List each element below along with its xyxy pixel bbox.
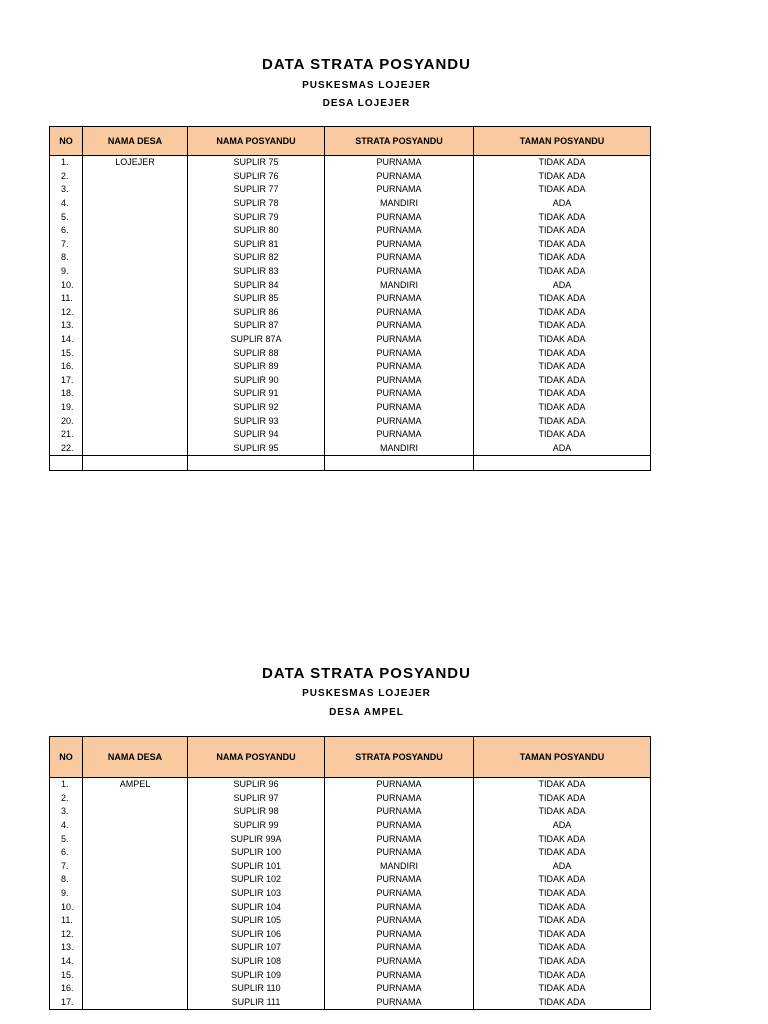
cell-taman: TIDAK ADA [474, 805, 651, 819]
cell-nama-desa [83, 292, 188, 306]
cell-taman: TIDAK ADA [474, 846, 651, 860]
table-row [50, 805, 651, 819]
table-body [50, 156, 651, 471]
cell-strata: PURNAMA [325, 900, 474, 914]
cell-nama-desa [83, 819, 188, 833]
cell-taman: TIDAK ADA [474, 360, 651, 374]
table-body [50, 778, 651, 1010]
cell-taman: TIDAK ADA [474, 887, 651, 901]
cell-strata: PURNAMA [325, 401, 474, 415]
header-nama-desa: NAMA DESA [83, 737, 188, 778]
cell-no: 6. [50, 846, 83, 860]
cell-nama-posyandu: SUPLIR 78 [188, 197, 325, 211]
cell-taman: TIDAK ADA [474, 955, 651, 969]
cell-taman: TIDAK ADA [474, 832, 651, 846]
posyandu-table [49, 126, 651, 471]
cell-no: 12. [50, 306, 83, 320]
header-nama-posyandu: NAMA POSYANDU [188, 737, 325, 778]
cell-strata: PURNAMA [325, 805, 474, 819]
header-strata: STRATA POSYANDU [325, 737, 474, 778]
cell-taman: TIDAK ADA [474, 156, 651, 170]
cell-strata: PURNAMA [325, 414, 474, 428]
table-row [50, 360, 651, 374]
cell-no: 1. [50, 778, 83, 792]
header-no: NO [50, 127, 83, 156]
cell-taman: TIDAK ADA [474, 941, 651, 955]
cell-strata: MANDIRI [325, 441, 474, 455]
cell-taman: TIDAK ADA [474, 996, 651, 1010]
table-row [50, 887, 651, 901]
cell-nama-posyandu: SUPLIR 101 [188, 860, 325, 874]
cell-nama-posyandu: SUPLIR 82 [188, 251, 325, 265]
cell-nama-desa [83, 251, 188, 265]
cell-strata: PURNAMA [325, 170, 474, 184]
cell-no: 4. [50, 197, 83, 211]
cell-no: 10. [50, 278, 83, 292]
cell-nama-posyandu: SUPLIR 81 [188, 238, 325, 252]
cell-taman: TIDAK ADA [474, 982, 651, 996]
cell-strata: PURNAMA [325, 819, 474, 833]
cell-strata: PURNAMA [325, 428, 474, 442]
puskesmas-subtitle: PUSKESMAS LOJEJER [302, 688, 431, 699]
header-strata: STRATA POSYANDU [325, 127, 474, 156]
cell-nama-posyandu: SUPLIR 89 [188, 360, 325, 374]
table-row [50, 778, 651, 792]
cell-nama-desa [83, 846, 188, 860]
cell-taman: TIDAK ADA [474, 319, 651, 333]
cell-nama-posyandu: SUPLIR 98 [188, 805, 325, 819]
table-header-row [50, 737, 651, 778]
cell-no: 20. [50, 414, 83, 428]
cell-nama-desa [83, 456, 188, 471]
cell-no: 14. [50, 333, 83, 347]
cell-taman: TIDAK ADA [474, 928, 651, 942]
cell-taman: ADA [474, 860, 651, 874]
table-row [50, 941, 651, 955]
cell-strata: PURNAMA [325, 778, 474, 792]
cell-strata: PURNAMA [325, 792, 474, 806]
cell-taman: TIDAK ADA [474, 387, 651, 401]
cell-strata: PURNAMA [325, 941, 474, 955]
cell-strata: PURNAMA [325, 156, 474, 170]
table-row [50, 238, 651, 252]
cell-nama-desa [83, 832, 188, 846]
cell-strata: PURNAMA [325, 333, 474, 347]
table-row [50, 441, 651, 455]
cell-taman: TIDAK ADA [474, 251, 651, 265]
cell-nama-posyandu: SUPLIR 107 [188, 941, 325, 955]
cell-nama-desa [83, 441, 188, 455]
cell-nama-posyandu: SUPLIR 90 [188, 374, 325, 388]
cell-no: 17. [50, 996, 83, 1010]
table-row [50, 374, 651, 388]
table-row [50, 982, 651, 996]
header-nama-posyandu: NAMA POSYANDU [188, 127, 325, 156]
cell-nama-desa: AMPEL [83, 778, 188, 792]
cell-taman: TIDAK ADA [474, 968, 651, 982]
table-row [50, 183, 651, 197]
cell-nama-posyandu: SUPLIR 111 [188, 996, 325, 1010]
cell-no: 16. [50, 360, 83, 374]
cell-taman: TIDAK ADA [474, 210, 651, 224]
cell-nama-posyandu: SUPLIR 83 [188, 265, 325, 279]
cell-nama-desa [83, 955, 188, 969]
cell-no: 5. [50, 832, 83, 846]
table-row [50, 346, 651, 360]
cell-nama-desa [83, 914, 188, 928]
cell-no: 7. [50, 860, 83, 874]
cell-nama-desa [83, 278, 188, 292]
cell-nama-desa [83, 346, 188, 360]
cell-nama-posyandu: SUPLIR 94 [188, 428, 325, 442]
header-taman: TAMAN POSYANDU [474, 737, 651, 778]
table-row [50, 319, 651, 333]
cell-nama-posyandu: SUPLIR 108 [188, 955, 325, 969]
cell-nama-posyandu: SUPLIR 84 [188, 278, 325, 292]
cell-nama-posyandu: SUPLIR 75 [188, 156, 325, 170]
cell-nama-posyandu: SUPLIR 104 [188, 900, 325, 914]
cell-no: 17. [50, 374, 83, 388]
cell-no: 15. [50, 346, 83, 360]
table-row [50, 900, 651, 914]
table-row [50, 333, 651, 347]
table-row [50, 832, 651, 846]
cell-nama-desa [83, 210, 188, 224]
cell-nama-desa [83, 968, 188, 982]
cell-no: 2. [50, 792, 83, 806]
cell-strata: PURNAMA [325, 928, 474, 942]
cell-nama-desa [83, 183, 188, 197]
cell-nama-desa [83, 224, 188, 238]
header-taman: TAMAN POSYANDU [474, 127, 651, 156]
cell-nama-posyandu: SUPLIR 99 [188, 819, 325, 833]
posyandu-table [49, 736, 651, 1010]
cell-nama-desa [83, 387, 188, 401]
cell-taman: TIDAK ADA [474, 428, 651, 442]
cell-taman: ADA [474, 278, 651, 292]
cell-no [50, 456, 83, 471]
cell-nama-posyandu: SUPLIR 85 [188, 292, 325, 306]
table-row [50, 928, 651, 942]
table-row [50, 170, 651, 184]
cell-nama-posyandu: SUPLIR 102 [188, 873, 325, 887]
cell-nama-posyandu [188, 456, 325, 471]
cell-strata: PURNAMA [325, 887, 474, 901]
cell-taman: TIDAK ADA [474, 265, 651, 279]
cell-nama-desa [83, 401, 188, 415]
cell-strata: PURNAMA [325, 224, 474, 238]
cell-nama-desa [83, 265, 188, 279]
cell-nama-desa [83, 360, 188, 374]
cell-taman: TIDAK ADA [474, 900, 651, 914]
cell-taman [474, 456, 651, 471]
cell-strata: PURNAMA [325, 955, 474, 969]
cell-nama-desa [83, 900, 188, 914]
cell-strata: MANDIRI [325, 197, 474, 211]
cell-nama-posyandu: SUPLIR 92 [188, 401, 325, 415]
table-row [50, 456, 651, 471]
cell-no: 14. [50, 955, 83, 969]
cell-strata: PURNAMA [325, 846, 474, 860]
table-row [50, 197, 651, 211]
table-row [50, 996, 651, 1010]
cell-nama-desa [83, 238, 188, 252]
cell-strata: PURNAMA [325, 982, 474, 996]
cell-strata: PURNAMA [325, 265, 474, 279]
cell-no: 10. [50, 900, 83, 914]
cell-no: 12. [50, 928, 83, 942]
cell-nama-desa [83, 306, 188, 320]
table-row [50, 251, 651, 265]
cell-taman: TIDAK ADA [474, 374, 651, 388]
cell-strata: MANDIRI [325, 860, 474, 874]
table-row [50, 860, 651, 874]
table-row [50, 210, 651, 224]
cell-taman: TIDAK ADA [474, 183, 651, 197]
cell-nama-posyandu: SUPLIR 96 [188, 778, 325, 792]
cell-nama-posyandu: SUPLIR 86 [188, 306, 325, 320]
cell-nama-posyandu: SUPLIR 87A [188, 333, 325, 347]
table-row [50, 873, 651, 887]
cell-no: 22. [50, 441, 83, 455]
table-row [50, 968, 651, 982]
cell-taman: ADA [474, 819, 651, 833]
desa-subtitle: DESA LOJEJER [322, 98, 411, 109]
cell-nama-desa [83, 873, 188, 887]
cell-nama-posyandu: SUPLIR 97 [188, 792, 325, 806]
cell-nama-desa [83, 982, 188, 996]
table-row [50, 292, 651, 306]
cell-nama-desa [83, 805, 188, 819]
cell-taman: TIDAK ADA [474, 414, 651, 428]
cell-nama-posyandu: SUPLIR 79 [188, 210, 325, 224]
desa-subtitle: DESA AMPEL [329, 707, 404, 718]
table-row [50, 224, 651, 238]
table-row [50, 792, 651, 806]
cell-strata: PURNAMA [325, 968, 474, 982]
table-row [50, 414, 651, 428]
cell-nama-desa [83, 792, 188, 806]
document-title: DATA STRATA POSYANDU [262, 665, 471, 682]
cell-nama-desa [83, 374, 188, 388]
table-row [50, 387, 651, 401]
cell-no: 8. [50, 873, 83, 887]
cell-taman: TIDAK ADA [474, 238, 651, 252]
cell-nama-desa [83, 414, 188, 428]
cell-nama-desa [83, 996, 188, 1010]
cell-taman: TIDAK ADA [474, 401, 651, 415]
cell-nama-posyandu: SUPLIR 77 [188, 183, 325, 197]
cell-taman: TIDAK ADA [474, 292, 651, 306]
cell-taman: TIDAK ADA [474, 873, 651, 887]
cell-no: 11. [50, 292, 83, 306]
document-title: DATA STRATA POSYANDU [262, 56, 471, 73]
cell-nama-desa [83, 333, 188, 347]
cell-taman: ADA [474, 197, 651, 211]
cell-nama-posyandu: SUPLIR 93 [188, 414, 325, 428]
cell-strata: PURNAMA [325, 996, 474, 1010]
cell-nama-posyandu: SUPLIR 99A [188, 832, 325, 846]
cell-strata: PURNAMA [325, 183, 474, 197]
cell-no: 7. [50, 238, 83, 252]
cell-no: 9. [50, 887, 83, 901]
table-row [50, 401, 651, 415]
table-row [50, 819, 651, 833]
table-header-row [50, 127, 651, 156]
cell-nama-posyandu: SUPLIR 103 [188, 887, 325, 901]
cell-nama-desa: LOJEJER [83, 156, 188, 170]
cell-strata: PURNAMA [325, 832, 474, 846]
table-row [50, 955, 651, 969]
cell-nama-posyandu: SUPLIR 95 [188, 441, 325, 455]
cell-strata: MANDIRI [325, 278, 474, 292]
table-row [50, 306, 651, 320]
cell-nama-posyandu: SUPLIR 109 [188, 968, 325, 982]
cell-strata: PURNAMA [325, 360, 474, 374]
table-row [50, 156, 651, 170]
cell-strata: PURNAMA [325, 238, 474, 252]
cell-nama-posyandu: SUPLIR 106 [188, 928, 325, 942]
header-no: NO [50, 737, 83, 778]
cell-no: 8. [50, 251, 83, 265]
cell-nama-desa [83, 928, 188, 942]
cell-nama-desa [83, 860, 188, 874]
cell-strata: PURNAMA [325, 251, 474, 265]
cell-strata: PURNAMA [325, 374, 474, 388]
cell-strata: PURNAMA [325, 210, 474, 224]
cell-taman: TIDAK ADA [474, 792, 651, 806]
cell-strata: PURNAMA [325, 914, 474, 928]
cell-nama-posyandu: SUPLIR 105 [188, 914, 325, 928]
table-row [50, 914, 651, 928]
cell-no: 9. [50, 265, 83, 279]
cell-nama-posyandu: SUPLIR 80 [188, 224, 325, 238]
cell-nama-desa [83, 428, 188, 442]
cell-nama-posyandu: SUPLIR 91 [188, 387, 325, 401]
cell-nama-posyandu: SUPLIR 87 [188, 319, 325, 333]
cell-no: 11. [50, 914, 83, 928]
cell-no: 13. [50, 319, 83, 333]
cell-no: 5. [50, 210, 83, 224]
table-row [50, 428, 651, 442]
cell-nama-posyandu: SUPLIR 110 [188, 982, 325, 996]
cell-no: 6. [50, 224, 83, 238]
cell-no: 2. [50, 170, 83, 184]
cell-strata: PURNAMA [325, 292, 474, 306]
cell-no: 16. [50, 982, 83, 996]
cell-strata: PURNAMA [325, 306, 474, 320]
cell-taman: TIDAK ADA [474, 914, 651, 928]
cell-no: 18. [50, 387, 83, 401]
cell-taman: TIDAK ADA [474, 224, 651, 238]
cell-nama-posyandu: SUPLIR 100 [188, 846, 325, 860]
cell-strata: PURNAMA [325, 387, 474, 401]
cell-strata: PURNAMA [325, 873, 474, 887]
cell-no: 13. [50, 941, 83, 955]
cell-strata: PURNAMA [325, 319, 474, 333]
puskesmas-subtitle: PUSKESMAS LOJEJER [302, 80, 431, 91]
cell-taman: ADA [474, 441, 651, 455]
cell-strata [325, 456, 474, 471]
cell-no: 19. [50, 401, 83, 415]
cell-nama-posyandu: SUPLIR 88 [188, 346, 325, 360]
cell-taman: TIDAK ADA [474, 778, 651, 792]
cell-nama-desa [83, 170, 188, 184]
cell-no: 21. [50, 428, 83, 442]
cell-nama-desa [83, 319, 188, 333]
cell-taman: TIDAK ADA [474, 346, 651, 360]
table-row [50, 846, 651, 860]
cell-no: 15. [50, 968, 83, 982]
cell-nama-posyandu: SUPLIR 76 [188, 170, 325, 184]
header-nama-desa: NAMA DESA [83, 127, 188, 156]
cell-taman: TIDAK ADA [474, 306, 651, 320]
cell-nama-desa [83, 197, 188, 211]
cell-taman: TIDAK ADA [474, 170, 651, 184]
cell-taman: TIDAK ADA [474, 333, 651, 347]
cell-no: 3. [50, 183, 83, 197]
cell-nama-desa [83, 941, 188, 955]
table-row [50, 265, 651, 279]
cell-no: 4. [50, 819, 83, 833]
cell-strata: PURNAMA [325, 346, 474, 360]
cell-no: 1. [50, 156, 83, 170]
table-row [50, 278, 651, 292]
cell-nama-desa [83, 887, 188, 901]
cell-no: 3. [50, 805, 83, 819]
